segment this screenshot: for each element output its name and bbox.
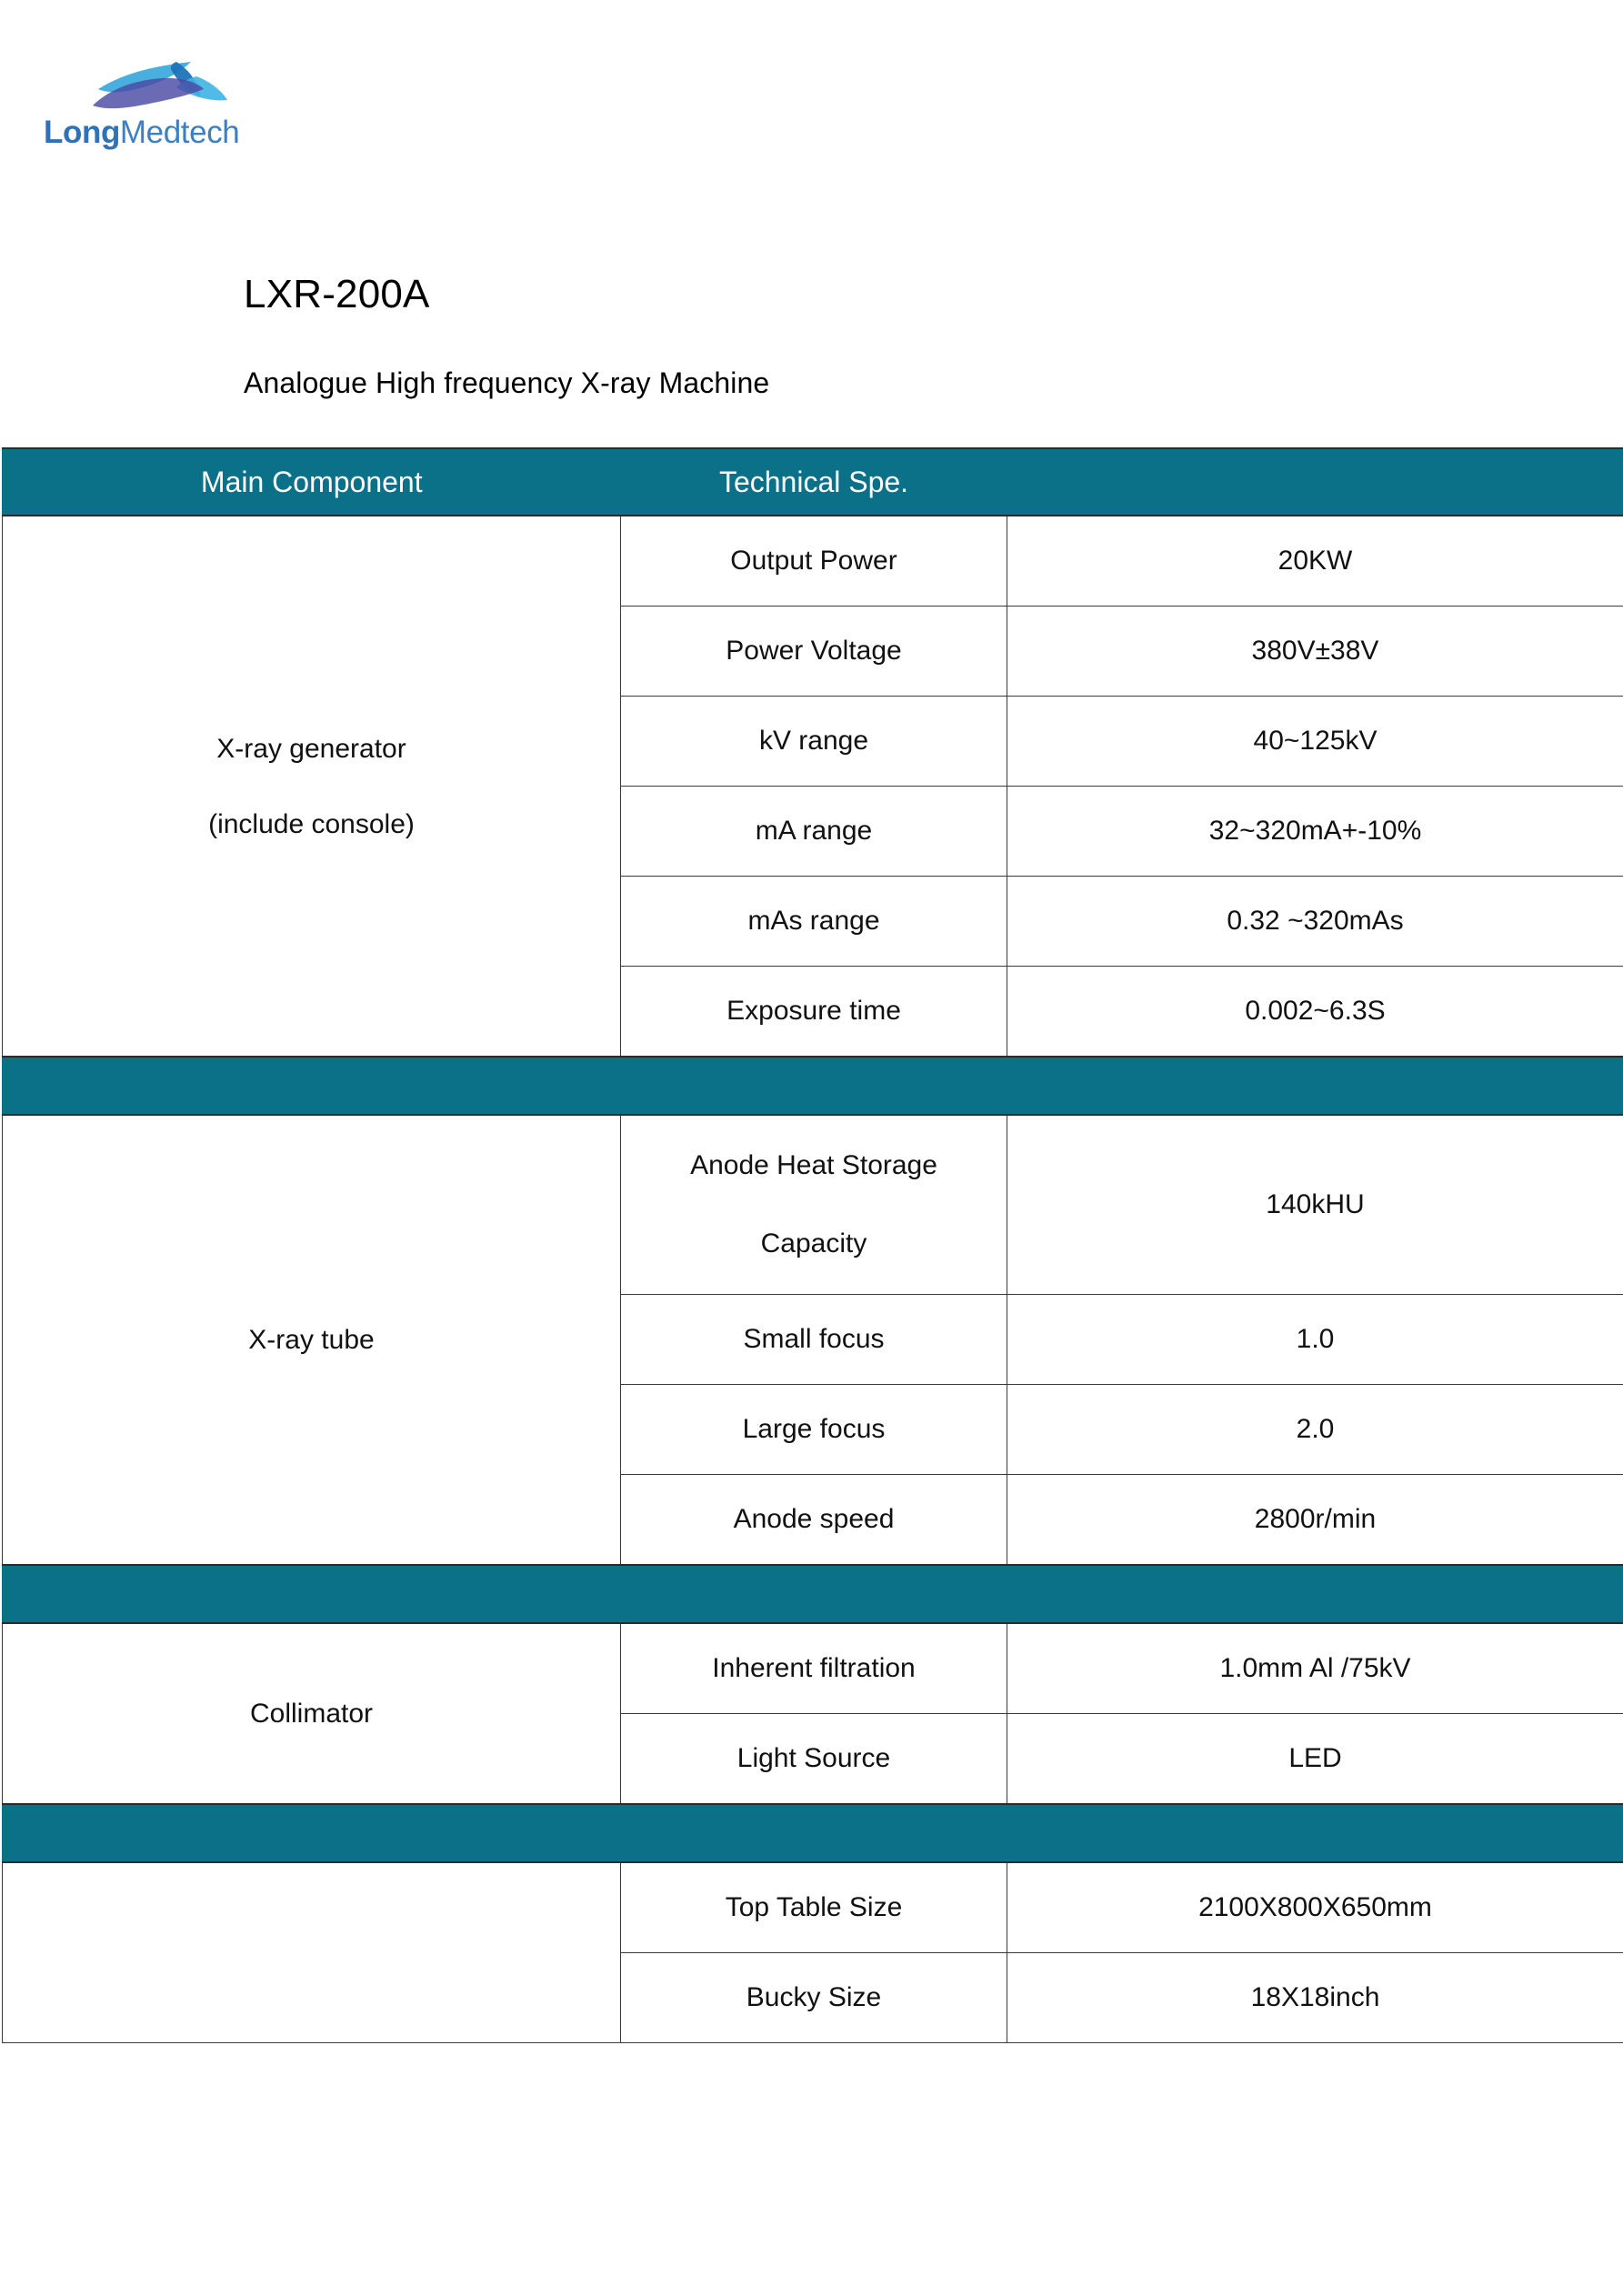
spec-value-cell: 18X18inch (1007, 1953, 1623, 2043)
text-line: kV range (758, 726, 869, 756)
page-title: LXR-200A (244, 272, 430, 316)
table-row (3, 1623, 1623, 1714)
spec-item-cell (621, 1115, 1007, 1295)
spec-value-cell: 40~125kV (1007, 697, 1623, 787)
header-main-component: Main Component (3, 448, 621, 516)
section-divider-cell (3, 1804, 621, 1862)
page-subtitle: Analogue High frequency X-ray Machine (244, 366, 770, 399)
section-divider-row (3, 1804, 1623, 1862)
spec-item-cell (621, 877, 1007, 967)
spec-item-cell (621, 1295, 1007, 1385)
section-divider-cell (3, 1565, 621, 1623)
spec-item-cell (621, 697, 1007, 787)
text-line: Inherent filtration (712, 1653, 916, 1683)
text-line: Exposure time (726, 996, 901, 1026)
spec-value-cell: 380V±38V (1007, 607, 1623, 697)
spec-item-cell (621, 1862, 1007, 1953)
spec-value-cell: 1.0mm Al /75kV (1007, 1623, 1623, 1714)
text-line: Anode Heat Storage (690, 1150, 937, 1180)
spec-value-cell: 2800r/min (1007, 1475, 1623, 1566)
spec-value-cell: 1.0 (1007, 1295, 1623, 1385)
spec-item-cell (621, 607, 1007, 697)
header-technical-spe-left: Technical Spe. (621, 448, 1007, 516)
header-technical-spe-right (1007, 448, 1623, 516)
wave-leaf-logo-icon (82, 56, 236, 115)
spec-value-cell: 32~320mA+-10% (1007, 787, 1623, 877)
table-row (3, 1862, 1623, 1953)
section-divider-cell (1007, 1804, 1623, 1862)
section-divider-cell (621, 1565, 1007, 1623)
text-line: Small focus (743, 1324, 885, 1354)
component-name-cell (3, 1115, 621, 1565)
section-divider-row (3, 1057, 1623, 1115)
text-line: Capacity (760, 1228, 867, 1258)
spec-item-cell (621, 787, 1007, 877)
text-line: Power Voltage (726, 636, 902, 666)
table-row (3, 1115, 1623, 1295)
spec-item-cell (621, 1623, 1007, 1714)
text-line: Output Power (730, 546, 897, 576)
spec-value-cell: 0.32 ~320mAs (1007, 877, 1623, 967)
section-divider-cell (1007, 1057, 1623, 1115)
text-line: Collimator (249, 1699, 374, 1729)
text-line: X-ray tube (248, 1325, 375, 1355)
text-line: (include console) (208, 808, 415, 839)
logo-wordmark (44, 116, 239, 148)
table-row (3, 516, 1623, 607)
line-gap (621, 1193, 1007, 1217)
text-line: Anode speed (733, 1504, 895, 1534)
spec-value-cell: 140kHU (1007, 1115, 1623, 1295)
spec-value-cell: 2.0 (1007, 1385, 1623, 1475)
spec-item-cell (621, 1475, 1007, 1566)
specification-table (2, 447, 1623, 2043)
table-header-row (3, 448, 1623, 516)
logo-word-primary: Long (44, 115, 120, 150)
text-line: Light Source (736, 1743, 891, 1773)
section-divider-cell (3, 1057, 621, 1115)
text-line: Bucky Size (746, 1982, 882, 2012)
logo-word-secondary: Medtech (119, 115, 240, 150)
text-line: Top Table Size (725, 1892, 903, 1922)
text-line: mA range (755, 816, 873, 846)
specification-table-container (2, 447, 1623, 2043)
component-name-cell (3, 1862, 621, 2043)
spec-item-cell (621, 1385, 1007, 1475)
section-divider-cell (621, 1804, 1007, 1862)
brand-logo (44, 56, 280, 165)
component-name-cell (3, 1623, 621, 1804)
text-line: mAs range (747, 906, 880, 936)
spec-item-cell (621, 1953, 1007, 2043)
line-gap (3, 775, 620, 798)
text-line: X-ray generator (216, 733, 406, 764)
text-line: Large focus (742, 1414, 886, 1444)
component-name-cell (3, 516, 621, 1057)
section-divider-row (3, 1565, 1623, 1623)
spec-value-cell: 0.002~6.3S (1007, 967, 1623, 1058)
spec-value-cell: LED (1007, 1714, 1623, 1805)
section-divider-cell (1007, 1565, 1623, 1623)
spec-item-cell (621, 967, 1007, 1058)
spec-value-cell: 2100X800X650mm (1007, 1862, 1623, 1953)
section-divider-cell (621, 1057, 1007, 1115)
spec-value-cell: 20KW (1007, 516, 1623, 607)
spec-item-cell (621, 1714, 1007, 1805)
spec-item-cell (621, 516, 1007, 607)
